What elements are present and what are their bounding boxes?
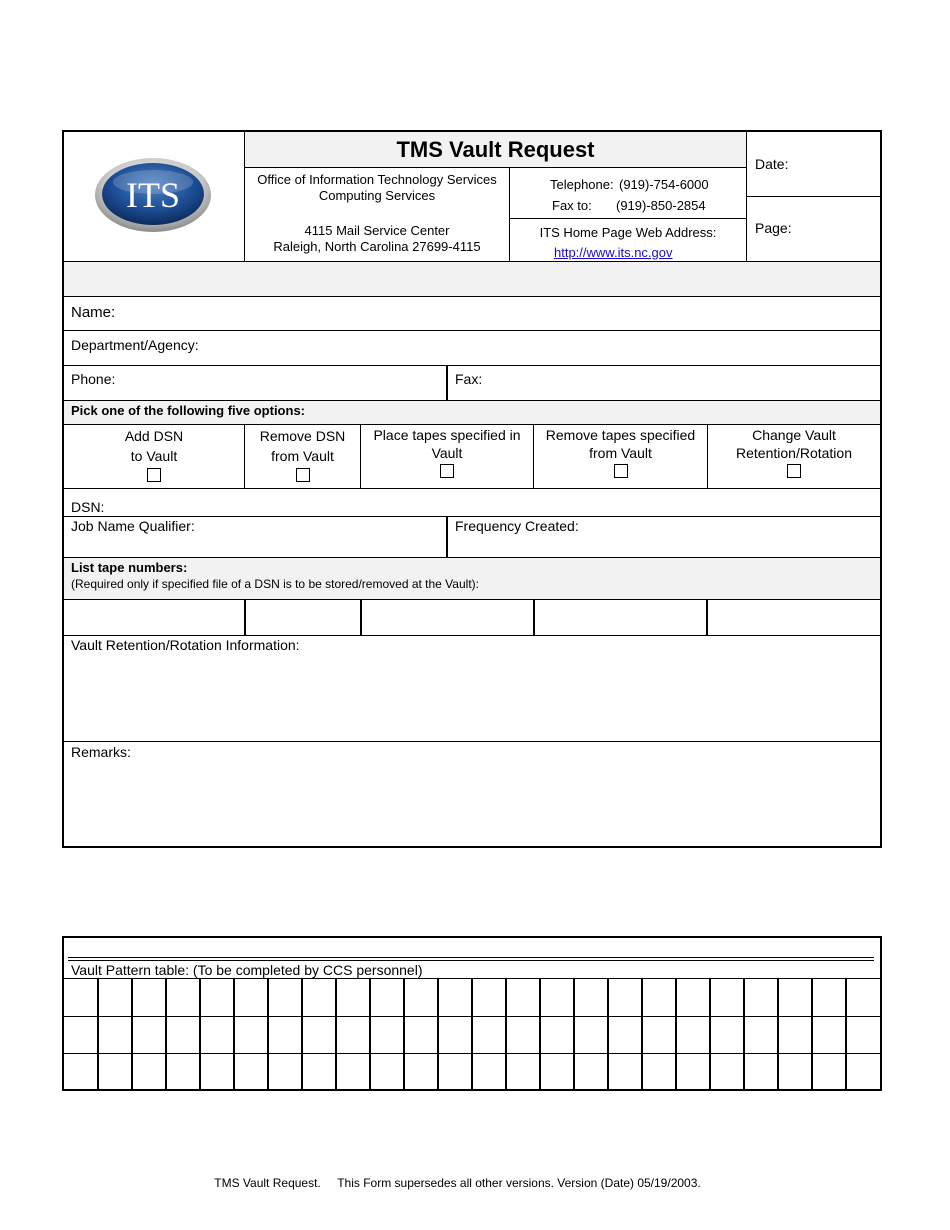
office-line-1: Office of Information Technology Services <box>257 172 497 187</box>
vault-pattern-cell[interactable] <box>473 979 505 1016</box>
vault-pattern-cell[interactable] <box>201 1054 233 1089</box>
vault-pattern-cell[interactable] <box>541 1054 573 1089</box>
vault-pattern-cell[interactable] <box>65 1054 97 1089</box>
option-place-tapes[interactable] <box>361 426 533 482</box>
page-label: Page: <box>755 220 792 236</box>
vault-pattern-cell[interactable] <box>439 1054 471 1089</box>
vault-pattern-cell[interactable] <box>575 1054 607 1089</box>
vault-pattern-cell[interactable] <box>813 1054 845 1089</box>
fax-to-value: (919)-850-2854 <box>616 198 706 213</box>
vault-pattern-cell[interactable] <box>507 979 539 1016</box>
tape-number-cell[interactable] <box>535 600 706 635</box>
vault-pattern-cell[interactable] <box>337 1054 369 1089</box>
job-name-label: Job Name Qualifier: <box>71 518 195 534</box>
name-label: Name: <box>71 304 116 321</box>
vault-pattern-cell[interactable] <box>269 1054 301 1089</box>
option-label-line1: Remove DSN <box>259 428 346 444</box>
vault-pattern-cell[interactable] <box>65 979 97 1016</box>
vault-pattern-cell[interactable] <box>575 1017 607 1053</box>
add-dsn-checkbox[interactable] <box>147 468 161 482</box>
vault-pattern-cell[interactable] <box>167 979 199 1016</box>
form-title: TMS Vault Request <box>396 137 595 162</box>
footer-text: TMS Vault Request. This Form supersedes all other versions. Version (Date) 05/19/2003. <box>214 1176 701 1190</box>
date-label: Date: <box>755 156 789 172</box>
vault-pattern-cell[interactable] <box>541 1017 573 1053</box>
vault-pattern-cell[interactable] <box>99 1054 131 1089</box>
vault-pattern-cell[interactable] <box>541 979 573 1016</box>
vault-pattern-cell[interactable] <box>269 979 301 1016</box>
option-label-line2: from Vault <box>271 448 334 464</box>
vault-pattern-cell[interactable] <box>847 979 879 1016</box>
vault-pattern-cell[interactable] <box>439 1017 471 1053</box>
office-line-2: Computing Services <box>318 188 436 203</box>
retention-field[interactable] <box>64 656 880 740</box>
option-label-line2: Vault <box>431 445 463 461</box>
vault-pattern-cell[interactable] <box>133 979 165 1016</box>
vault-pattern-cell[interactable] <box>643 1054 675 1089</box>
vault-pattern-cell[interactable] <box>133 1017 165 1053</box>
option-label-line2: from Vault <box>589 445 652 461</box>
option-change-retention[interactable] <box>708 426 880 482</box>
option-label-line1: Change Vault <box>752 427 836 443</box>
vault-pattern-cell[interactable] <box>303 979 335 1016</box>
vault-pattern-cell[interactable] <box>677 1054 709 1089</box>
vault-pattern-cell[interactable] <box>473 1017 505 1053</box>
vault-pattern-cell[interactable] <box>677 1017 709 1053</box>
remarks-label: Remarks: <box>71 744 131 760</box>
tape-number-cell[interactable] <box>708 600 880 635</box>
web-address-label: ITS Home Page Web Address: <box>539 225 717 240</box>
tape-number-cell[interactable] <box>246 600 360 635</box>
vault-pattern-cell[interactable] <box>235 1054 267 1089</box>
vault-pattern-cell[interactable] <box>677 979 709 1016</box>
vault-pattern-cell[interactable] <box>643 1017 675 1053</box>
its-logo <box>94 156 212 234</box>
vault-pattern-cell[interactable] <box>405 1054 437 1089</box>
vault-pattern-cell[interactable] <box>235 979 267 1016</box>
option-remove-dsn[interactable] <box>245 426 360 487</box>
vault-pattern-cell[interactable] <box>371 1017 403 1053</box>
phone-label: Phone: <box>71 371 116 387</box>
option-label-line2: Retention/Rotation <box>736 445 852 461</box>
fax-label: Fax: <box>455 371 483 387</box>
vault-pattern-cell[interactable] <box>609 1017 641 1053</box>
vault-pattern-cell[interactable] <box>507 1054 539 1089</box>
tape-number-cell[interactable] <box>64 600 244 635</box>
its-web-link[interactable]: http://www.its.nc.gov <box>554 245 673 260</box>
vault-pattern-cell[interactable] <box>235 1017 267 1053</box>
tape-note: (Required only if specified file of a DSN is to be stored/removed at the Vault): <box>71 577 479 591</box>
logo-text: ITS <box>126 175 180 215</box>
department-label: Department/Agency: <box>71 337 199 353</box>
vault-pattern-cell[interactable] <box>711 979 743 1016</box>
fax-to-label: Fax to: <box>552 198 592 213</box>
options-heading: Pick one of the following five options: <box>71 403 305 418</box>
vault-pattern-cell[interactable] <box>779 979 811 1016</box>
blank-band <box>64 262 880 296</box>
option-remove-tapes[interactable] <box>534 426 707 482</box>
vault-pattern-cell[interactable] <box>609 1054 641 1089</box>
address-line-2: Raleigh, North Carolina 27699-4115 <box>273 239 481 254</box>
remove-tapes-checkbox[interactable] <box>614 464 628 478</box>
option-label-line1: Place tapes specified in <box>373 427 521 443</box>
vault-pattern-cell[interactable] <box>167 1054 199 1089</box>
remarks-field[interactable] <box>64 762 880 846</box>
tape-number-cell[interactable] <box>362 600 533 635</box>
retention-label: Vault Retention/Rotation Information: <box>71 637 300 653</box>
vault-pattern-cell[interactable] <box>745 1017 777 1053</box>
vault-pattern-cell[interactable] <box>779 1017 811 1053</box>
tape-heading: List tape numbers: <box>71 560 188 575</box>
vault-pattern-cell[interactable] <box>337 979 369 1016</box>
vault-pattern-cell[interactable] <box>371 1054 403 1089</box>
vault-pattern-cell[interactable] <box>99 1017 131 1053</box>
vault-pattern-cell[interactable] <box>65 1017 97 1053</box>
option-label-line1: Remove tapes specified <box>545 427 696 443</box>
vault-pattern-cell[interactable] <box>405 979 437 1016</box>
vault-pattern-cell[interactable] <box>439 979 471 1016</box>
vault-pattern-cell[interactable] <box>779 1054 811 1089</box>
telephone-value: (919)-754-6000 <box>619 177 709 192</box>
vault-pattern-cell[interactable] <box>847 1017 879 1053</box>
vault-pattern-cell[interactable] <box>337 1017 369 1053</box>
vault-pattern-cell[interactable] <box>269 1017 301 1053</box>
vault-pattern-cell[interactable] <box>303 1054 335 1089</box>
vault-pattern-cell[interactable] <box>371 979 403 1016</box>
telephone-label: Telephone: <box>550 177 614 192</box>
vault-pattern-cell[interactable] <box>813 1017 845 1053</box>
vault-pattern-cell[interactable] <box>711 1017 743 1053</box>
vault-pattern-cell[interactable] <box>847 1054 879 1089</box>
vault-pattern-cell[interactable] <box>133 1054 165 1089</box>
vault-pattern-cell[interactable] <box>201 1017 233 1053</box>
vault-pattern-cell[interactable] <box>99 979 131 1016</box>
place-tapes-checkbox[interactable] <box>440 464 454 478</box>
vault-pattern-cell[interactable] <box>167 1017 199 1053</box>
vault-pattern-cell[interactable] <box>507 1017 539 1053</box>
vault-pattern-cell[interactable] <box>575 979 607 1016</box>
vault-pattern-cell[interactable] <box>813 979 845 1016</box>
vault-pattern-cell[interactable] <box>745 979 777 1016</box>
vault-pattern-label: Vault Pattern table: (To be completed by CCS personnel) <box>71 962 423 978</box>
option-label-line1: Add DSN <box>124 428 184 444</box>
vault-pattern-cell[interactable] <box>609 979 641 1016</box>
vault-pattern-cell[interactable] <box>643 979 675 1016</box>
option-add-dsn[interactable] <box>64 426 244 487</box>
vault-pattern-cell[interactable] <box>201 979 233 1016</box>
change-retention-checkbox[interactable] <box>787 464 801 478</box>
vault-pattern-cell[interactable] <box>405 1017 437 1053</box>
vault-pattern-cell[interactable] <box>711 1054 743 1089</box>
option-label-line2: to Vault <box>130 448 178 464</box>
address-line-1: 4115 Mail Service Center <box>304 223 450 238</box>
frequency-label: Frequency Created: <box>455 518 579 534</box>
vault-pattern-cell[interactable] <box>303 1017 335 1053</box>
dsn-label: DSN: <box>71 499 105 515</box>
vault-pattern-cell[interactable] <box>745 1054 777 1089</box>
remove-dsn-checkbox[interactable] <box>296 468 310 482</box>
vault-pattern-cell[interactable] <box>473 1054 505 1089</box>
